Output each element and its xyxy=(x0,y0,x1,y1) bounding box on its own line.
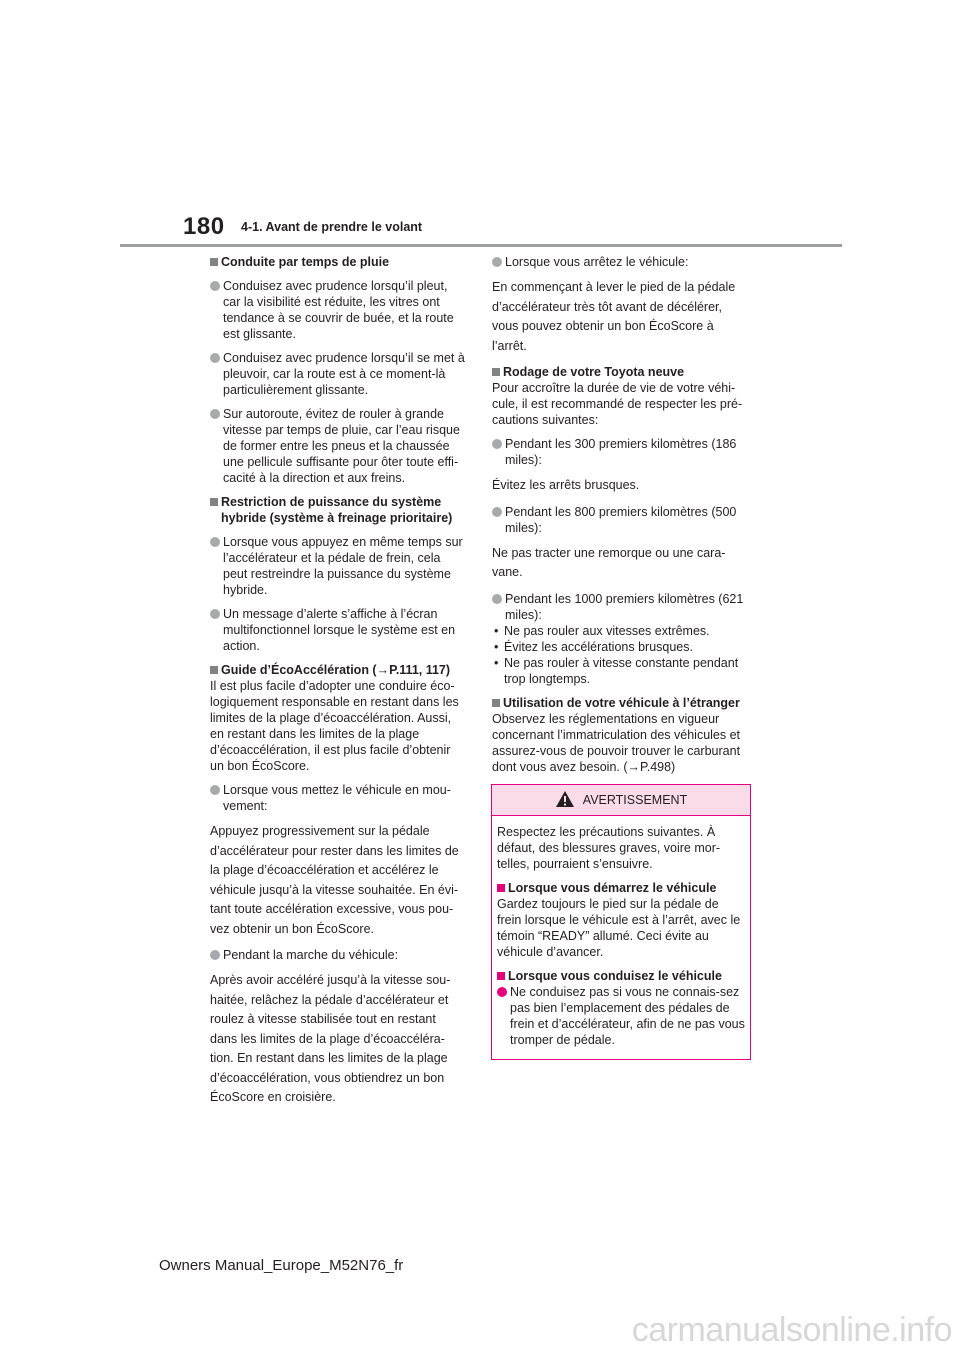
list-item: • Ne pas rouler à vitesse constante pendant trop longtemps. xyxy=(492,655,747,687)
text-line: Appuyez progressivement sur la pédale xyxy=(210,824,430,838)
breakin-text: Pour accroître la durée de vie de votre véhi-cule, il est recommandé de respecter les pré-cautions suivantes: xyxy=(492,381,743,427)
stop-text xyxy=(492,278,747,356)
text-line: Après avoir accéléré jusqu’à la vitesse sou- xyxy=(210,973,451,987)
cruise-bullet: Pendant la marche du véhicule: xyxy=(210,947,465,963)
text-line: En commençant à lever le pied de la pédale xyxy=(492,280,736,294)
text-line: vane. xyxy=(492,565,523,579)
rain-item: Conduisez avec prudence lorsqu’il se met à pleuvoir, car la route est à ce moment-là particulièrement glissante. xyxy=(210,350,465,398)
header-rule xyxy=(120,244,842,247)
text-line: ÉcoScore en croisière. xyxy=(210,1090,336,1104)
text-line: Ne pas tracter une remorque ou une cara- xyxy=(492,545,726,560)
km800-bullet: Pendant les 800 premiers kilomètres (500 miles): xyxy=(492,504,747,536)
cruise-text xyxy=(210,971,465,1108)
warning-intro: Respectez les précautions suivantes. À défaut, des blessures graves, voire mor-telles, pourraient s’ensuivre. xyxy=(497,825,721,871)
eco-text: Il est plus facile d’adopter une conduire éco-logiquement responsable en restant dans les limites de la plage d’écoaccélération. Aussi, en restant dans les limites de la plage d’écoaccélération, il est plus facile d’obtenir un bon ÉcoScore. xyxy=(210,679,459,773)
km1000-list xyxy=(492,623,747,687)
text-line: haitée, relâchez la pédale d’accélérateur et xyxy=(210,992,449,1007)
restriction-item: Un message d’alerte s’affiche à l’écran multifonctionnel lorsque le système est en action. xyxy=(210,606,465,654)
text-line: véhicule jusqu’à la vitesse souhaitée. En évi- xyxy=(210,882,459,897)
restriction-heading: Restriction de puissance du système hybride (système à freinage prioritaire) xyxy=(210,494,465,526)
eco-heading: Guide d’ÉcoAccélération (→P.111, 117) xyxy=(210,662,465,678)
warning-start-heading: Lorsque vous démarrez le véhicule xyxy=(497,880,745,896)
km800-text xyxy=(492,544,747,583)
left-column xyxy=(210,254,465,1116)
rain-item: Conduisez avec prudence lorsqu’il pleut, car la visibilité est réduite, les vitres ont tendance à se couvrir de buée, et la route est glissante. xyxy=(210,278,465,342)
km300-text xyxy=(492,476,747,496)
rain-heading: Conduite par temps de pluie xyxy=(210,254,465,270)
start-text xyxy=(210,822,465,939)
warning-body xyxy=(492,816,750,1048)
warning-triangle-icon xyxy=(555,790,575,811)
text-line: roulez à vitesse stabilisée tout en restant xyxy=(210,1012,436,1026)
abroad-heading: Utilisation de votre véhicule à l’étranger xyxy=(492,695,747,711)
warning-title: AVERTISSEMENT xyxy=(582,793,688,807)
km1000-bullet: Pendant les 1000 premiers kilomètres (621 miles): xyxy=(492,591,747,623)
warning-box xyxy=(491,784,751,1060)
breakin-heading: Rodage de votre Toyota neuve xyxy=(492,364,747,380)
warning-header xyxy=(492,785,750,816)
list-item: • Évitez les accélérations brusques. xyxy=(492,639,747,655)
warning-start-text: Gardez toujours le pied sur la pédale de frein lorsque le véhicule est à l’arrêt, avec le témoin “READY” allumé. Ceci évite au véhicule d’avancer. xyxy=(497,897,741,959)
watermark: carmanualsonline.info xyxy=(631,1311,952,1349)
text-line: l’arrêt. xyxy=(492,338,527,353)
footer-doc-id: Owners Manual_Europe_M52N76_fr xyxy=(159,1257,404,1274)
abroad-text: Observez les réglementations en vigueur concernant l’immatriculation des véhicules et assurez-vous de pouvoir trouver le carburant dont vous avez besoin. (→P.498) xyxy=(492,711,741,774)
stop-bullet: Lorsque vous arrêtez le véhicule: xyxy=(492,254,747,270)
page-number: 180 xyxy=(183,213,225,240)
list-item: • Ne pas rouler aux vitesses extrêmes. xyxy=(492,623,747,639)
text-line: tant toute accélération excessive, vous pou- xyxy=(210,902,454,916)
text-line: d’écoaccélération, vous obtiendrez un bon xyxy=(210,1070,445,1085)
warning-drive-bullet: Ne conduisez pas si vous ne connais-sez pas bien l’emplacement des pédales de frein et d’accélérateur, afin de ne pas vous tromper de pédale. xyxy=(497,984,745,1048)
text-line: d’accélérateur très tôt avant de décélérer, xyxy=(492,299,722,314)
start-bullet: Lorsque vous mettez le véhicule en mou-vement: xyxy=(210,782,465,814)
text-line: vez obtenir un bon ÉcoScore. xyxy=(210,921,374,936)
text-line: d’accélérateur pour rester dans les limites de xyxy=(210,843,459,858)
right-column xyxy=(492,254,747,783)
section-title: 4-1. Avant de prendre le volant xyxy=(241,220,423,234)
warning-drive-heading: Lorsque vous conduisez le véhicule xyxy=(497,968,745,984)
km300-bullet: Pendant les 300 premiers kilomètres (186 miles): xyxy=(492,436,747,468)
text-line: dans les limites de la plage d’écoaccéléra- xyxy=(210,1031,445,1046)
text-line: la plage d’écoaccélération et accélérez le xyxy=(210,863,439,877)
text-line: Évitez les arrêts brusques. xyxy=(492,478,640,492)
text-line: tion. En restant dans les limites de la plage xyxy=(210,1051,448,1065)
restriction-item: Lorsque vous appuyez en même temps sur l’accélérateur et la pédale de frein, cela peut restreindre la puissance du système hybride. xyxy=(210,534,465,598)
rain-item: Sur autoroute, évitez de rouler à grande vitesse par temps de pluie, car l’eau risque de former entre les pneus et la chaussée une pellicule suffisante pour ôter toute effi-cacité à la direction et aux freins. xyxy=(210,406,465,486)
text-line: vous pouvez obtenir un bon ÉcoScore à xyxy=(492,319,714,333)
